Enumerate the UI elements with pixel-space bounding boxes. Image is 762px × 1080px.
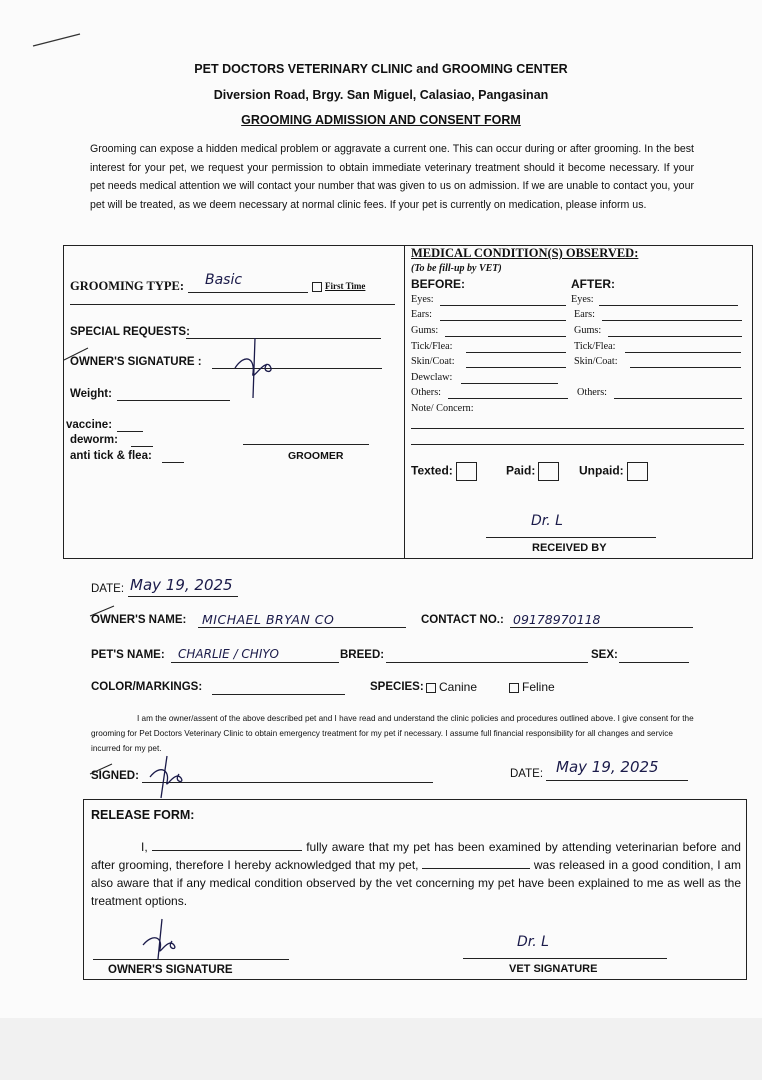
received-signature[interactable]: Dr. L [531, 513, 563, 529]
pet-name-label: PET'S NAME: [91, 649, 165, 661]
weight-label: Weight: [70, 388, 112, 400]
sex-label: SEX: [591, 649, 618, 661]
anti-tick-label: anti tick & flea: [70, 450, 152, 462]
before-ears-label: Ears: [411, 309, 432, 320]
before-others-label: Others: [411, 387, 441, 398]
clinic-name: PET DOCTORS VETERINARY CLINIC and GROOMING CENTER [194, 62, 568, 76]
release-pet-name-field[interactable] [422, 857, 530, 869]
strike-mark [62, 346, 92, 362]
owner-name-label: OWNER'S NAME: [91, 614, 187, 626]
release-owner-name-field[interactable] [152, 839, 302, 851]
box-divider [404, 245, 405, 558]
after-others-label: Others: [577, 387, 607, 398]
checkbox-icon [627, 462, 648, 481]
first-time-checkbox[interactable] [312, 281, 365, 292]
before-eyes-label: Eyes: [411, 294, 434, 305]
date-label: DATE: [91, 583, 125, 595]
signed-label: SIGNED: [91, 770, 139, 782]
before-tick-label: Tick/Flea: [411, 341, 453, 352]
unpaid-checkbox[interactable] [579, 462, 648, 481]
checkbox-icon [509, 683, 519, 693]
texted-label: Texted: [411, 463, 453, 478]
owner-signature-label: OWNER'S SIGNATURE : [70, 356, 202, 368]
release-owner-signature-scribble[interactable] [138, 915, 188, 963]
date2-value[interactable]: May 19, 2025 [556, 758, 659, 776]
unpaid-label: Unpaid: [579, 463, 624, 478]
checkbox-icon [426, 683, 436, 693]
clinic-address: Diversion Road, Brgy. San Miguel, Calasiao, Pangasinan [213, 88, 549, 102]
grooming-type-value[interactable]: Basic [205, 272, 243, 288]
after-label: AFTER: [571, 277, 615, 291]
paid-label: Paid: [506, 463, 536, 478]
before-skin-label: Skin/Coat: [411, 356, 455, 367]
owner-name-value[interactable]: MICHAEL BRYAN CO [202, 612, 335, 627]
after-tick-label: Tick/Flea: [574, 341, 616, 352]
species-option-canine[interactable] [426, 680, 477, 694]
vet-signature-label: VET SIGNATURE [509, 963, 598, 975]
before-dewclaw-label: Dewclaw: [411, 372, 453, 383]
vet-signature-value[interactable]: Dr. L [517, 934, 549, 950]
release-i: I, [141, 840, 148, 854]
release-owner-signature-label: OWNER'S SIGNATURE [108, 964, 233, 976]
medical-subtitle: (To be fill-up by VET) [411, 263, 502, 274]
date2-label: DATE: [510, 768, 544, 780]
species-label: SPECIES: [370, 681, 424, 693]
scan-edge [0, 1018, 762, 1080]
species-canine-label: Canine [439, 680, 478, 694]
after-skin-label: Skin/Coat: [574, 356, 618, 367]
vaccine-label: vaccine: [66, 419, 113, 431]
color-label: COLOR/MARKINGS: [91, 681, 203, 693]
release-title: RELEASE FORM: [91, 808, 195, 822]
deworm-label: deworm: [70, 434, 118, 446]
before-gums-label: Gums: [411, 325, 439, 336]
contact-value[interactable]: 09178970118 [513, 612, 601, 627]
texted-checkbox[interactable] [411, 462, 477, 481]
checkbox-icon [456, 462, 477, 481]
species-feline-label: Feline [522, 680, 555, 694]
pet-name-value[interactable]: CHARLIE / CHIYO [178, 647, 279, 661]
breed-label: BREED: [340, 649, 385, 661]
after-gums-label: Gums: [574, 325, 602, 336]
received-by-label: RECEIVED BY [532, 542, 607, 554]
strike-mark [88, 604, 118, 618]
note-label: Note/ Concern: [411, 403, 474, 414]
after-ears-label: Ears: [574, 309, 595, 320]
species-option-feline[interactable] [509, 680, 555, 694]
checkbox-icon [312, 282, 322, 292]
checkbox-icon [538, 462, 559, 481]
medical-title: MEDICAL CONDITION(S) OBSERVED: [411, 246, 639, 260]
before-label: BEFORE: [411, 277, 465, 291]
owner-signature-scribble[interactable] [225, 328, 285, 403]
intro-text: Grooming can expose a hidden medical problem or aggravate a current one. This can occur during or after grooming. In the best interest for your pet, we request your permission to obtain immediate veterinary treatment should it become necessary. If your pet needs medical attention we will contact your number that was given to us on admission. If we are unable to contact you, your pet will be treated, as we deem necessary at normal clinic fees. If your pet is currently on medication, please inform us. [90, 143, 694, 211]
groomer-label: GROOMER [288, 450, 344, 462]
form-title: GROOMING ADMISSION AND CONSENT FORM [241, 113, 521, 127]
release-text-part2: was released in a good condition, I am also aware that if any medical condition observed by the vet concerning my pet have been explained to me as well as the treatment options. [91, 858, 741, 908]
grooming-type-label: GROOMING TYPE: [70, 279, 185, 293]
consent-text: I am the owner/assent of the above described pet and I have read and understand the clinic policies and procedures outlined above. I give consent for the grooming for Pet Doctors Veterinary Clinic to obtain emergency treatment for my pet if necessary. I assume full financial responsibility for all changes and service incurred for my pet. [91, 714, 694, 753]
first-time-label: First Time [325, 281, 366, 291]
release-text-part1: fully aware that my pet has been examined by attending veterinarian before and after grooming, therefore I hereby acknowledged that my pet, [91, 840, 741, 872]
paid-checkbox[interactable] [506, 462, 559, 481]
after-eyes-label: Eyes: [571, 294, 594, 305]
special-requests-label: SPECIAL REQUESTS: [70, 326, 190, 338]
pen-mark [30, 30, 85, 50]
release-text [91, 838, 741, 910]
strike-mark [88, 762, 116, 776]
contact-label: CONTACT NO.: [421, 614, 504, 626]
signed-signature-scribble[interactable] [145, 752, 195, 800]
date-value[interactable]: May 19, 2025 [130, 576, 233, 594]
